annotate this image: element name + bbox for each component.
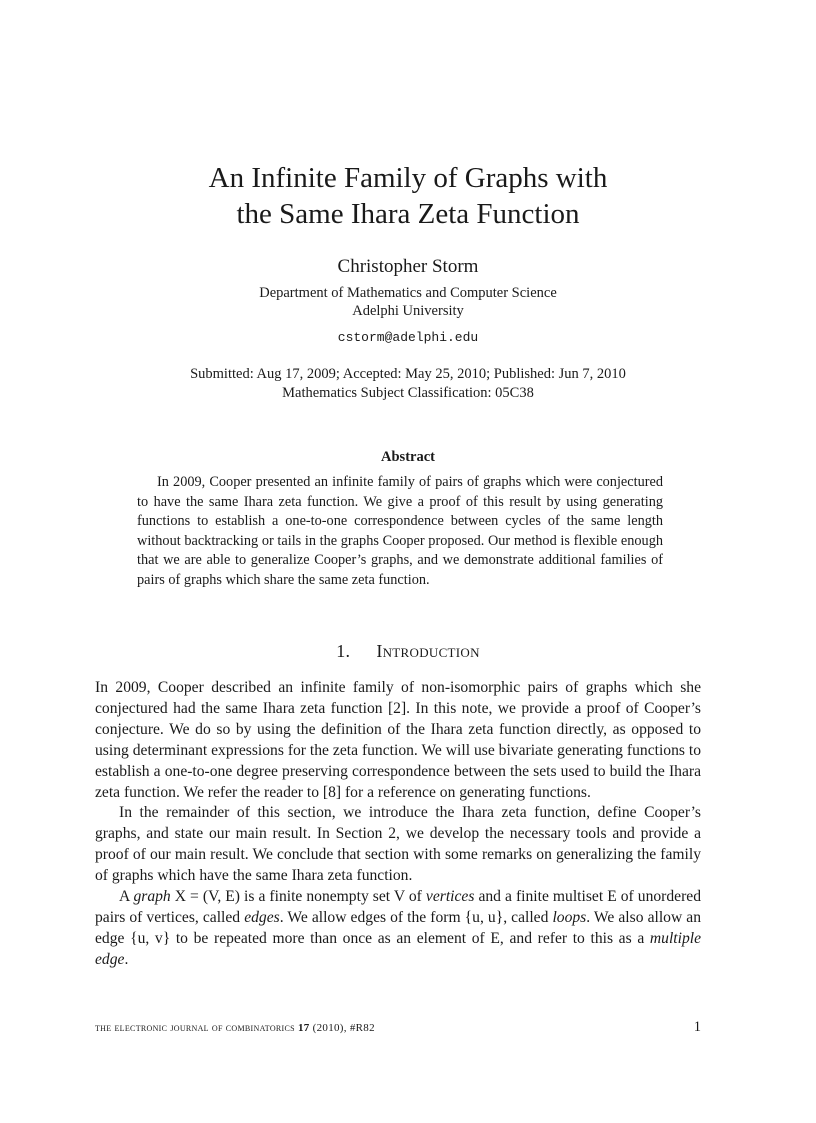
paragraph-1: In 2009, Cooper described an infinite family of non-isomorphic pairs of graphs which she conjectured had the same Ihara zeta function [2]. In this note, we provide a proof of Cooper’s conjecture. We do so by using the definition of the Ihara zeta function directly, as opposed to using determinant expressions for the zeta function. We will use bivariate generating functions to establish a one-to-one degree preserving correspondence between the sets used to build the Ihara zeta function. We refer the reader to [8] for a reference on generating functions. — [95, 679, 701, 801]
abstract-heading: Abstract — [381, 449, 435, 465]
term-multiple-edge: multiple edge — [95, 929, 701, 968]
section-heading — [0, 640, 816, 662]
section-number: 1. — [336, 641, 351, 661]
paragraph-2: In the remainder of this section, we introduce the Ihara zeta function, define Cooper’s graphs, and state our main result. In Section 2, we develop the necessary tools and provide a proof of our main result. We conclude that section with some remarks on generalizing the family of graphs which have the same Ihara zeta function. — [95, 804, 701, 885]
footer-journal — [95, 1021, 375, 1035]
paragraph-3-text-6: . — [124, 950, 129, 968]
title-line-1: An Infinite Family of Graphs with — [208, 162, 608, 194]
publication-dates — [0, 365, 816, 403]
university: Adelphi University — [352, 303, 464, 319]
paragraph-3 — [95, 887, 701, 971]
title-line-2: the Same Ihara Zeta Function — [236, 198, 580, 230]
term-loops: loops — [552, 908, 587, 926]
abstract-text: In 2009, Cooper presented an infinite family of pairs of graphs which were conjectured to have the same Ihara zeta function. We give a proof of this result by using generating functions to establish a one-to-one correspondence between cycles of the same length without backtracking or tails in the graphs Cooper proposed. Our method is flexible enough that we are able to generalize Cooper’s graphs, and we demonstrate additional families of pairs of graphs which share the same zeta function. — [137, 474, 663, 588]
author-name: Christopher Storm — [337, 256, 479, 277]
department: Department of Mathematics and Computer Science — [259, 285, 557, 301]
journal-name: the electronic journal of combinatorics — [95, 1022, 295, 1034]
page-number: 1 — [693, 1019, 701, 1035]
term-edges: edges — [244, 908, 280, 926]
journal-citation: (2010), #R82 — [312, 1022, 375, 1034]
journal-volume: 17 — [297, 1022, 310, 1034]
subject-classification: Mathematics Subject Classification: 05C38 — [282, 385, 534, 401]
paragraph-3-text-3: and a finite multiset E of unordered pairs of vertices, called — [95, 888, 701, 926]
paragraph-3-text-4: . We allow edges of the form {u, u}, called — [279, 908, 553, 926]
author-email: cstorm@adelphi.edu — [337, 330, 479, 345]
paragraph-3-text-2: X = (V, E) is a finite nonempty set V of — [170, 888, 426, 906]
paper-title — [0, 160, 816, 232]
term-vertices: vertices — [425, 888, 475, 906]
submission-dates: Submitted: Aug 17, 2009; Accepted: May 25, 2010; Published: Jun 7, 2010 — [190, 366, 626, 382]
section-title: Introduction — [376, 641, 480, 661]
term-graph: graph — [133, 888, 171, 906]
body-text — [95, 678, 701, 971]
affiliation — [0, 284, 816, 320]
paragraph-3-text-5: . We also allow an edge {u, v} to be repeated more than once as an element of E, and refer to this as a — [95, 908, 701, 947]
paragraph-3-text-1: A — [119, 888, 134, 906]
